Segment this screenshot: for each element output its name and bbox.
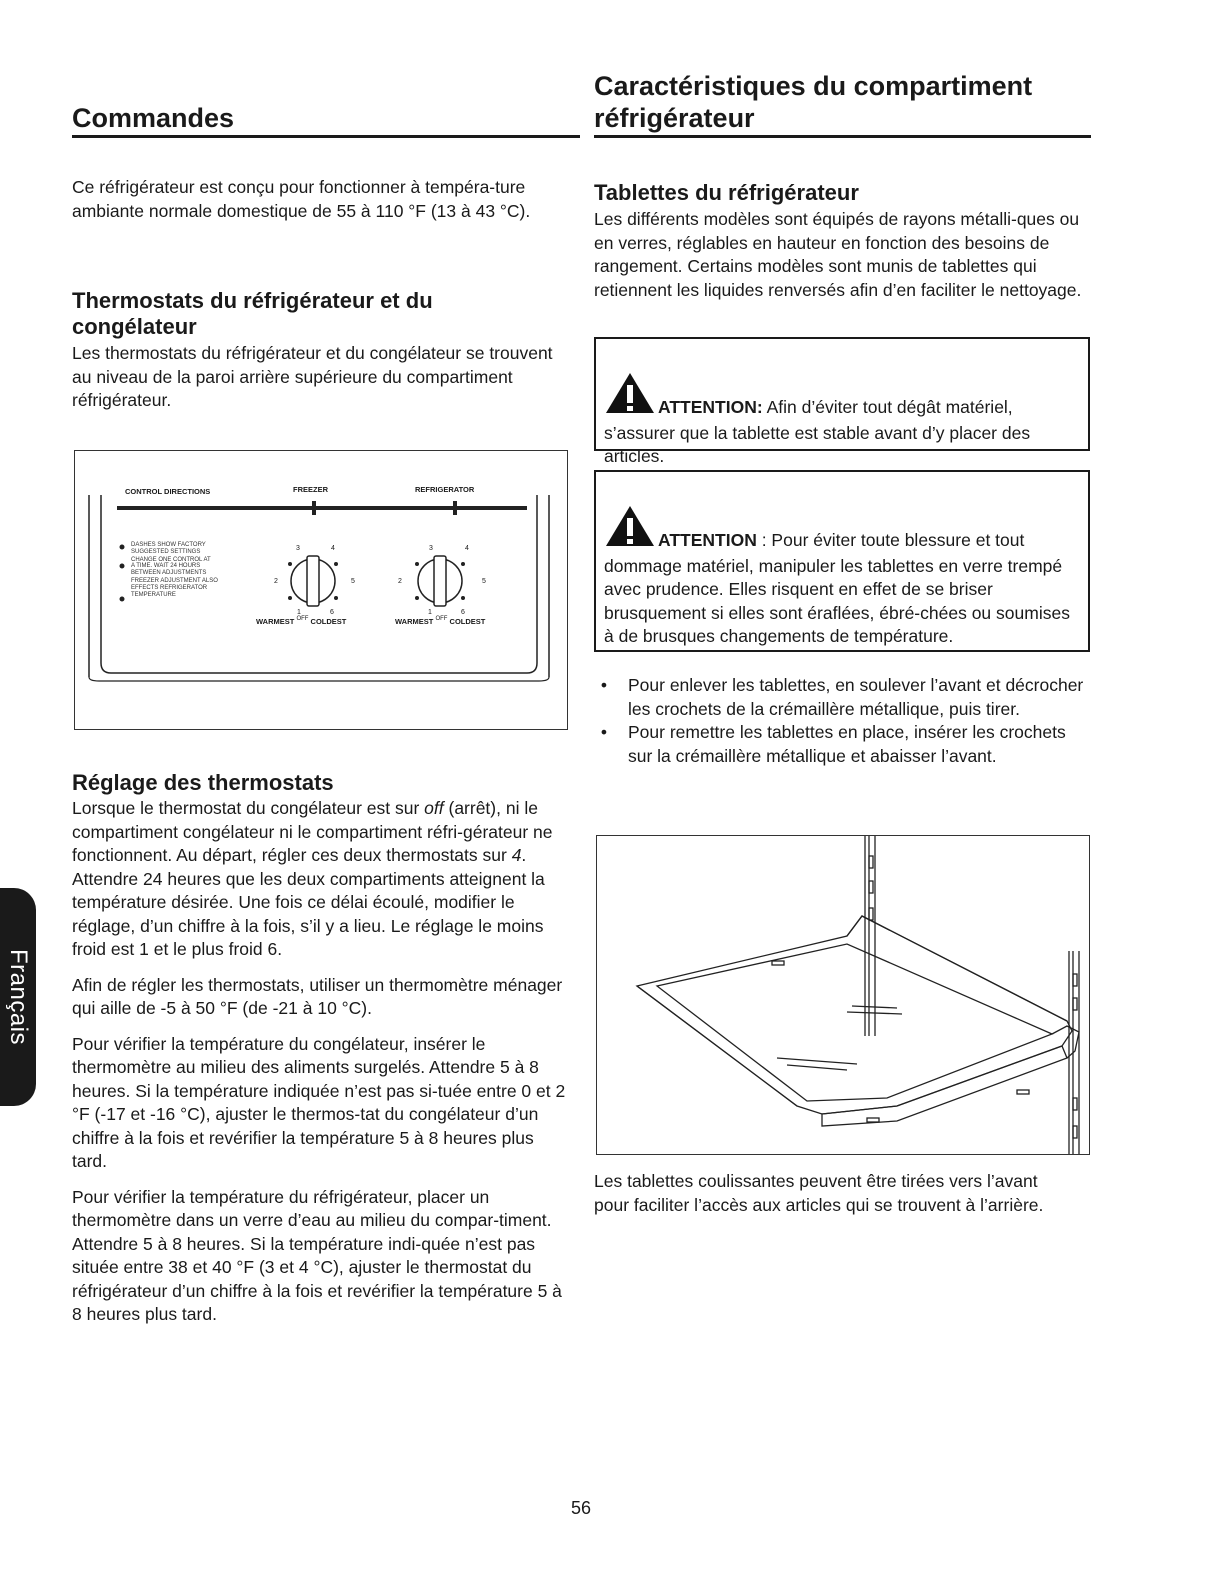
section-header-commandes: Commandes [72,103,235,133]
header-rule-right [594,135,1091,138]
reglage-paragraph-3: Pour vérifier la température du congélateur, insérer le thermomètre au milieu des aliments surgelés. Attendre 5 à 8 heures. Si la température indiquée n’est pas si-tuée entre 0 et 2 °F (-17 et -16 °C), ajuster le thermos-tat du congélateur d’un chiffre à la fois et revérifier la température 5 à 8 heures plus tard. [72,1033,566,1171]
panel-note: DASHES SHOW FACTORY [131,542,206,548]
refrigerator-dial-number: 3 [429,545,433,552]
page-number: 56 [571,1498,592,1518]
shelf-instructions-list [594,674,1088,768]
panel-note: CHANGE ONE CONTROL AT [131,556,211,563]
refrigerator-dial-number: 4 [465,545,469,552]
freezer-dial-number: 3 [296,545,300,552]
list-item: • Pour enlever les tablettes, en soulever l’avant et décrocher les crochets de la crémaillère métallique, puis tirer. [600,675,1084,719]
panel-note: TEMPERATURE [131,591,176,598]
warmest-label: WARMEST [395,617,434,626]
warning-triangle-icon [604,371,656,422]
panel-freezer-label: FREEZER [293,485,329,494]
attention-label: ATTENTION: [658,397,763,417]
warmest-label: WARMEST [256,617,295,626]
shelf-illustration [596,835,1090,1155]
attention-callout-2 [594,470,1090,652]
header-line-2: réfrigérateur [594,103,755,133]
refrigerator-dial-number: 1 [428,609,432,616]
attention-callout-1 [594,337,1090,466]
language-side-tab-label: Français [5,948,32,1046]
freezer-dial [288,556,338,606]
panel-note: SUGGESTED SETTINGS [131,548,201,555]
refrigerator-dial-number: 5 [482,578,486,585]
coldest-label: COLDEST [449,617,486,626]
shelf-caption: Les tablettes coulissantes peuvent être tirées vers l’avant pour faciliter l’accès aux articles qui se trouvent à l’arrière. [594,1171,1044,1215]
off-term: off [424,798,444,818]
panel-note: EFFECTS REFRIGERATOR [131,584,208,591]
panel-title: CONTROL DIRECTIONS [125,487,211,496]
freezer-dial-number: 1 [297,609,301,616]
reglage-text [72,797,566,1327]
header-line-1: Caractéristiques du compartiment [594,71,1033,101]
section-header-caracteristiques [594,70,1032,134]
freezer-dial-number: 6 [330,609,334,616]
attention-text: Afin d’éviter tout dégât matériel, s’assurer que la tablette est stable avant d’y placer des articles. [604,397,1031,466]
shelf-drawing [597,836,1091,1156]
thermostats-heading: Thermostats du réfrigérateur et du congélateur [72,288,433,339]
off-label: OFF [435,616,448,622]
freezer-scale-labels [256,616,346,626]
control-panel-figure [74,450,568,730]
refrigerator-scale-labels [395,616,485,626]
tablettes-heading: Tablettes du réfrigérateur [594,180,859,205]
attention-text: : Pour éviter toute blessure et tout dommage matériel, manipuler les tablettes en verre trempé avec prudence. Elles risquent en effet de se briser brusquement si elles sont éraflées, ébré-chées ou soumises à de brusques changements de température. [604,530,1070,646]
reglage-heading: Réglage des thermostats [72,770,334,795]
refrigerator-dial-number: 6 [461,609,465,616]
refrigerator-dial-number: 2 [398,578,402,585]
list-item: • Pour remettre les tablettes en place, insérer les crochets sur la crémaillère métallique et abaisser l’avant. [600,722,1066,766]
off-label: OFF [296,616,309,622]
panel-note: BETWEEN ADJUSTMENTS [131,570,207,577]
header-rule-left [72,135,580,138]
setting-four: 4 [511,845,522,865]
freezer-dial-number: 2 [274,578,278,585]
reglage-paragraph-4: Pour vérifier la température du réfrigérateur, placer un thermomètre dans un verre d’eau au milieu du compar-timent. Attendre 5 à 8 heures. Si la température indi-quée n’est pas située entre 38 et 40 °F (3 et 4 °C), ajuster le thermostat du réfrigérateur d’un chiffre à la fois et revérifier la température 5 à 8 heures plus tard. [72,1186,562,1324]
coldest-label: COLDEST [310,617,347,626]
freezer-dial-number: 4 [331,545,335,552]
panel-refrigerator-label: REFRIGERATOR [415,485,475,494]
thermostats-paragraph: Les thermostats du réfrigérateur et du congélateur se trouvent au niveau de la paroi arrière supérieure du compartiment réfrigérateur. [72,343,553,410]
tablettes-paragraph: Les différents modèles sont équipés de rayons métalli-ques ou en verres, réglables en hauteur en fonction des besoins de rangement. Certains modèles sont munis de tablettes qui retiennent les liquides renversés afin d’en faciliter le nettoyage. [594,209,1082,300]
panel-notes [131,542,218,598]
warning-triangle-icon [604,504,656,555]
refrigerator-dial [415,556,465,606]
panel-note: A TIME. WAIT 24 HOURS [131,563,201,570]
freezer-dial-number: 5 [351,578,355,585]
reglage-paragraph-1: Lorsque le thermostat du congélateur est sur off (arrêt), ni le compartiment congélateur ni le compartiment réfri-gérateur ne fonctionnent. Au départ, régler ces deux thermostats sur 4. Attendre 24 heures que les deux compartiments atteignent la température désirée. Une fois ce délai écoulé, modifier le réglage, d’un chiffre à la fois, s’il y a lieu. Le réglage le moins froid est 1 et le plus froid 6. [72,798,553,959]
intro-paragraph: Ce réfrigérateur est conçu pour fonctionner à tempéra-ture ambiante normale domestique de 55 à 110 °F (13 à 43 °C). [72,177,531,221]
attention-label: ATTENTION [658,530,757,550]
panel-note: FREEZER ADJUSTMENT ALSO [131,577,218,584]
reglage-paragraph-2: Afin de régler les thermostats, utiliser un thermomètre ménager qui aille de -5 à 50 °F (de -21 à 10 °C). [72,974,563,1018]
